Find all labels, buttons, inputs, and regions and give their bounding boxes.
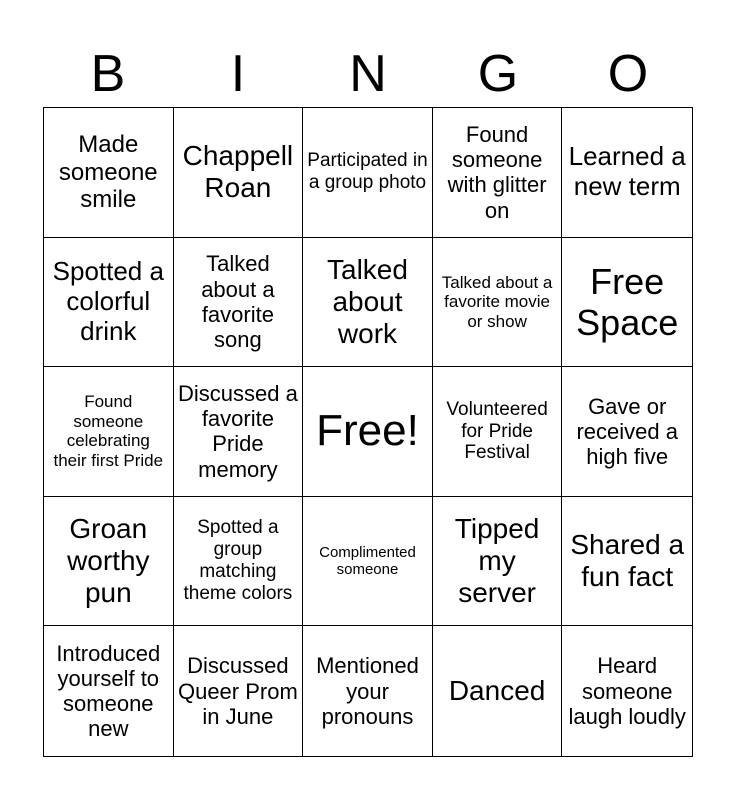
cell-text: Found someone with glitter on [447,121,547,223]
cell-text: Spotted a colorful drink [52,256,164,346]
cell-text: Free! [316,406,419,456]
bingo-cell[interactable] [303,238,433,368]
bingo-cell[interactable] [44,626,174,756]
cell-text: Heard someone laugh loudly [568,653,686,729]
cell-text: Introduced yourself to someone new [56,640,161,742]
cell-text: Participated in a group photo [307,150,428,194]
bingo-cell[interactable] [44,497,174,627]
bingo-cell[interactable] [562,626,692,756]
bingo-cell free-space[interactable] [562,238,692,368]
bingo-header [43,40,693,108]
bingo-cell[interactable] [433,108,563,238]
cell-text: Spotted a group matching theme colors [183,517,293,604]
bingo-cell free-center[interactable] [303,367,433,497]
header-letter-i: I [230,45,246,103]
cell-text: Talked about a favorite movie or show [441,272,553,331]
cell-text: Gave or received a high five [576,393,678,470]
bingo-cell[interactable] [433,367,563,497]
cell-text: Talked about work [327,253,408,349]
bingo-cell[interactable] [433,497,563,627]
cell-text: Discussed Queer Prom in June [177,653,298,729]
cell-text: Talked about a favorite song [201,251,275,353]
bingo-cell[interactable] [433,626,563,756]
bingo-cell[interactable] [44,108,174,238]
bingo-cell[interactable] [562,497,692,627]
bingo-cell[interactable] [562,108,692,238]
cell-text: Free Space [576,260,679,343]
bingo-cell[interactable] [174,497,304,627]
header-letter-b: B [90,45,126,103]
cell-text: Chappell Roan [182,140,294,204]
bingo-cell[interactable] [174,238,304,368]
cell-text: Groan worthy pun [67,512,150,609]
cell-text: Learned a new term [568,141,686,202]
bingo-cell[interactable] [433,238,563,368]
bingo-cell[interactable] [44,367,174,497]
bingo-board [43,107,693,757]
bingo-cell[interactable] [303,626,433,756]
cell-text: Found someone celebrating their first Pride [53,392,164,471]
cell-text: Discussed a favorite Pride memory [177,380,298,482]
bingo-cell[interactable] [562,367,692,497]
cell-text: Made someone smile [58,130,158,214]
bingo-cell[interactable] [174,626,304,756]
cell-text: Complimented someone [319,543,416,579]
bingo-cell[interactable] [44,238,174,368]
cell-text: Shared a fun fact [570,528,685,593]
bingo-cell[interactable] [303,497,433,627]
cell-text: Mentioned your pronouns [316,653,419,729]
cell-text: Volunteered for Pride Festival [446,398,548,464]
header-letter-g: G [477,45,519,103]
header-letter-n: N [349,45,387,103]
header-letter-o: O [607,45,649,103]
cell-text: Tipped my server [454,512,540,609]
cell-text: Danced [448,675,546,707]
bingo-cell[interactable] [174,108,304,238]
bingo-cell[interactable] [303,108,433,238]
bingo-cell[interactable] [174,367,304,497]
